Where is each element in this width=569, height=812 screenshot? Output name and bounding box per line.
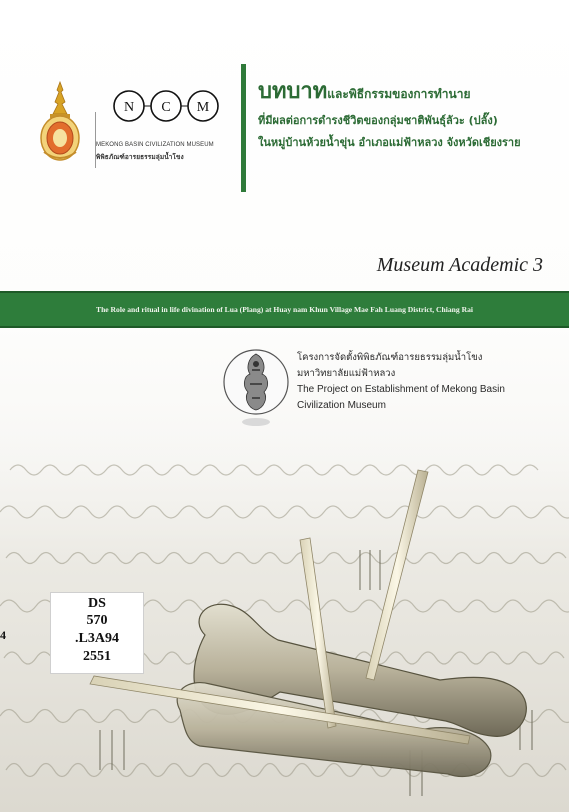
edge-mark: 4	[0, 628, 6, 642]
ncm-letter-n: N	[123, 100, 135, 115]
title-line-1-rest: และพิธีกรรมของการทำนาย	[327, 87, 471, 101]
call-number-line-3: .L3A94	[75, 631, 119, 646]
project-emblem-icon	[222, 344, 290, 428]
title-accent-bar	[241, 64, 246, 192]
book-title-thai	[258, 78, 558, 154]
project-name-en-1: The Project on Establishment of Mekong Basin	[297, 384, 505, 395]
museum-name-th: พิพิธภัณฑ์อารยธรรมลุ่มน้ำโขง	[96, 154, 184, 161]
call-number-line-2: 570	[86, 613, 108, 628]
call-number-line-1: DS	[88, 596, 106, 611]
museum-name-en: MEKONG BASIN CIVILIZATION MUSEUM	[96, 142, 214, 148]
title-line-1-emphasis: บทบาท	[258, 79, 328, 104]
project-name-th: โครงการจัดตั้งพิพิธภัณฑ์อารยธรรมลุ่มน้ำโขง	[297, 352, 483, 363]
museum-logo	[96, 86, 236, 161]
english-title-band	[0, 291, 569, 328]
ncm-letter-m: M	[196, 100, 210, 115]
call-number-label	[50, 592, 144, 674]
english-title: The Role and ritual in life divination of Lua (Plang) at Huay nam Khun Village Mae Fah Luang District, Chiang Rai	[96, 305, 473, 314]
call-number-line-4: 2551	[83, 649, 111, 664]
project-credit	[297, 350, 547, 414]
title-line-2: ที่มีผลต่อการดำรงชีวิตของกลุ่มชาติพันธุ์ลัวะ (ปลั๊ง)	[258, 114, 498, 127]
ncm-letter-c: C	[161, 100, 171, 115]
project-name-en-2: Civilization Museum	[297, 400, 386, 411]
title-line-3: ในหมู่บ้านห้วยน้ำขุ่น อำเภอแม่ฟ้าหลวง จังหวัดเชียงราย	[258, 136, 521, 149]
ncm-logo-mark	[110, 86, 222, 126]
series-label: Museum Academic 3	[376, 254, 543, 276]
title-line-1	[258, 78, 558, 108]
university-name-th: มหาวิทยาลัยแม่ฟ้าหลวง	[297, 368, 396, 379]
university-seal-icon	[36, 80, 84, 164]
